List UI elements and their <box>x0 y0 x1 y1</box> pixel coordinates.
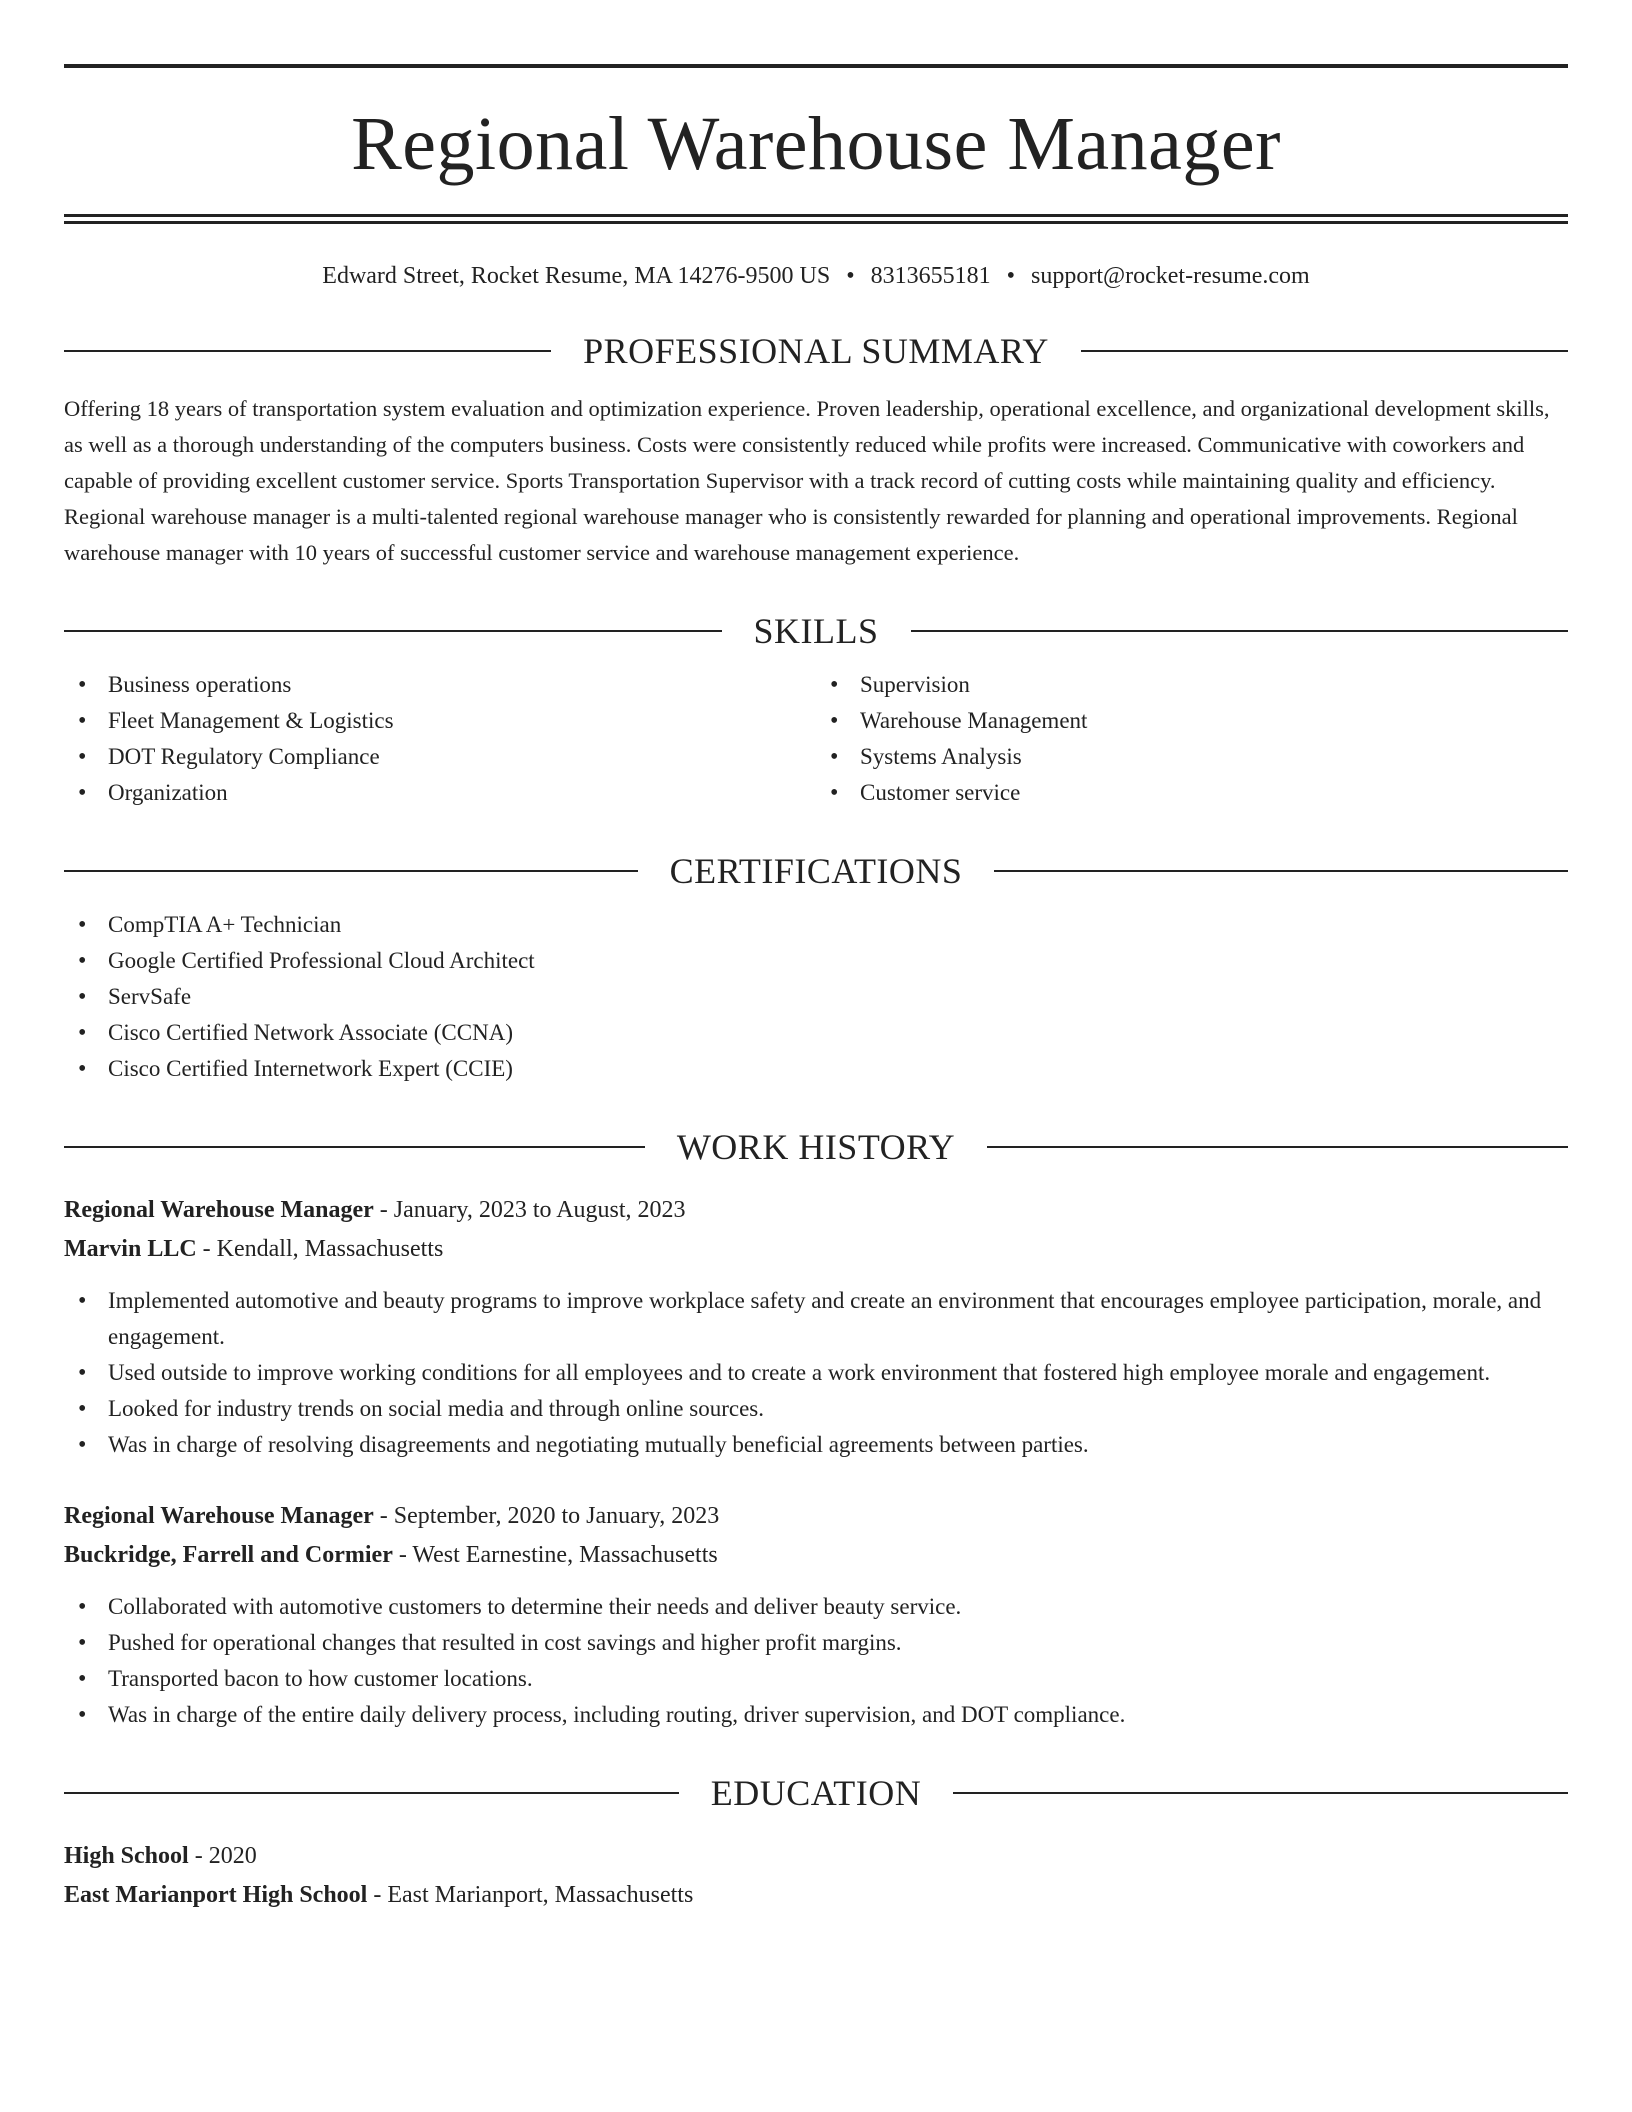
skill-item: • DOT Regulatory Compliance <box>64 739 816 775</box>
section-title-work-history: WORK HISTORY <box>676 1126 956 1167</box>
job-bullet: • Transported bacon to how customer locations. <box>64 1661 1568 1697</box>
contact-separator: • <box>1006 263 1016 289</box>
education-entry <box>64 1837 1568 1915</box>
section-rule-right <box>994 870 1568 872</box>
education-year: - 2020 <box>188 1842 257 1869</box>
job-dates: - September, 2020 to January, 2023 <box>373 1502 720 1529</box>
skills-list <box>64 667 1568 811</box>
education-school-line <box>64 1876 1568 1915</box>
job-bullet: • Was in charge of the entire daily delivery process, including routing, driver supervision, and DOT compliance. <box>64 1697 1568 1733</box>
certification-item: • Cisco Certified Network Associate (CCNA) <box>64 1015 1568 1051</box>
skill-item: • Warehouse Management <box>816 703 1568 739</box>
education-degree: High School <box>64 1842 189 1869</box>
education-school: East Marianport High School <box>64 1881 368 1908</box>
skills-column-left <box>64 667 816 811</box>
section-rule-left <box>64 1792 679 1794</box>
job-dates: - January, 2023 to August, 2023 <box>373 1196 686 1223</box>
section-rule-right <box>987 1146 1568 1148</box>
job-location: - West Earnestine, Massachusetts <box>392 1541 718 1568</box>
education-location: - East Marianport, Massachusetts <box>367 1881 694 1908</box>
job-company-line <box>64 1230 1568 1269</box>
double-rule <box>64 214 1568 224</box>
job-role: Regional Warehouse Manager <box>64 1502 374 1529</box>
job-role: Regional Warehouse Manager <box>64 1196 374 1223</box>
skill-item: • Organization <box>64 775 816 811</box>
job-bullet: • Used outside to improve working conditions for all employees and to create a work environment that fostered high employee morale and engagement. <box>64 1355 1568 1391</box>
job-bullet: • Collaborated with automotive customers to determine their needs and deliver beauty service. <box>64 1589 1568 1625</box>
section-title-summary: PROFESSIONAL SUMMARY <box>583 330 1049 371</box>
skill-item: • Business operations <box>64 667 816 703</box>
section-header-education <box>64 1772 1568 1813</box>
job-bullet: • Was in charge of resolving disagreements and negotiating mutually beneficial agreements between parties. <box>64 1427 1568 1463</box>
job-bullet: • Looked for industry trends on social media and through online sources. <box>64 1391 1568 1427</box>
job-bullets <box>64 1589 1568 1733</box>
job-company-line <box>64 1536 1568 1575</box>
section-title-skills: SKILLS <box>753 610 879 651</box>
job-bullets <box>64 1283 1568 1463</box>
job-entry <box>64 1191 1568 1463</box>
section-rule-left <box>64 1146 645 1148</box>
education-degree-line <box>64 1837 1568 1876</box>
job-location: - Kendall, Massachusetts <box>196 1235 444 1262</box>
section-rule-left <box>64 630 722 632</box>
certification-item: • CompTIA A+ Technician <box>64 907 1568 943</box>
section-header-work-history <box>64 1126 1568 1167</box>
contact-separator: • <box>846 263 855 289</box>
section-header-certifications <box>64 850 1568 891</box>
section-title-education: EDUCATION <box>710 1772 922 1813</box>
contact-phone: 8313655181 <box>870 263 991 289</box>
job-bullet: • Pushed for operational changes that resulted in cost savings and higher profit margins. <box>64 1625 1568 1661</box>
section-rule-right <box>1081 350 1568 352</box>
section-header-skills <box>64 610 1568 651</box>
section-rule-left <box>64 870 638 872</box>
contact-line <box>64 262 1568 291</box>
section-rule-right <box>953 1792 1568 1794</box>
job-title-line <box>64 1497 1568 1536</box>
skill-item: • Fleet Management & Logistics <box>64 703 816 739</box>
section-header-summary <box>64 330 1568 371</box>
job-company: Marvin LLC <box>64 1235 197 1262</box>
skill-item: • Customer service <box>816 775 1568 811</box>
certification-item: • Google Certified Professional Cloud Architect <box>64 943 1568 979</box>
certification-item: • Cisco Certified Internetwork Expert (CCIE) <box>64 1051 1568 1087</box>
certifications-list <box>64 907 1568 1087</box>
job-company: Buckridge, Farrell and Cormier <box>64 1541 393 1568</box>
section-rule-left <box>64 350 551 352</box>
skill-item: • Systems Analysis <box>816 739 1568 775</box>
certification-item: • ServSafe <box>64 979 1568 1015</box>
job-title-line <box>64 1191 1568 1230</box>
skills-column-right <box>816 667 1568 811</box>
contact-email: support@rocket-resume.com <box>1031 263 1310 289</box>
section-title-certifications: CERTIFICATIONS <box>669 850 963 891</box>
contact-address: Edward Street, Rocket Resume, MA 14276-9500 US <box>322 263 831 289</box>
skill-item: • Supervision <box>816 667 1568 703</box>
resume-title: Regional Warehouse Manager <box>351 102 1281 186</box>
summary-text: Offering 18 years of transportation system evaluation and optimization experience. Proven leadership, operational excellence, and organizational development skills, as well as a thorough understanding of the computers business. Costs were consistently reduced while profits were increased. Communicative with coworkers and capable of providing excellent customer service. Sports Transportation Supervisor with a track record of cutting costs while maintaining quality and efficiency. Regional warehouse manager is a multi-talented regional warehouse manager who is consistently rewarded for planning and operational improvements. Regional warehouse manager with 10 years of successful customer service and warehouse management experience. <box>64 395 1550 565</box>
section-rule-right <box>911 630 1569 632</box>
job-bullet: • Implemented automotive and beauty programs to improve workplace safety and create an environment that encourages employee participation, morale, and engagement. <box>64 1283 1568 1355</box>
job-entry <box>64 1497 1568 1733</box>
